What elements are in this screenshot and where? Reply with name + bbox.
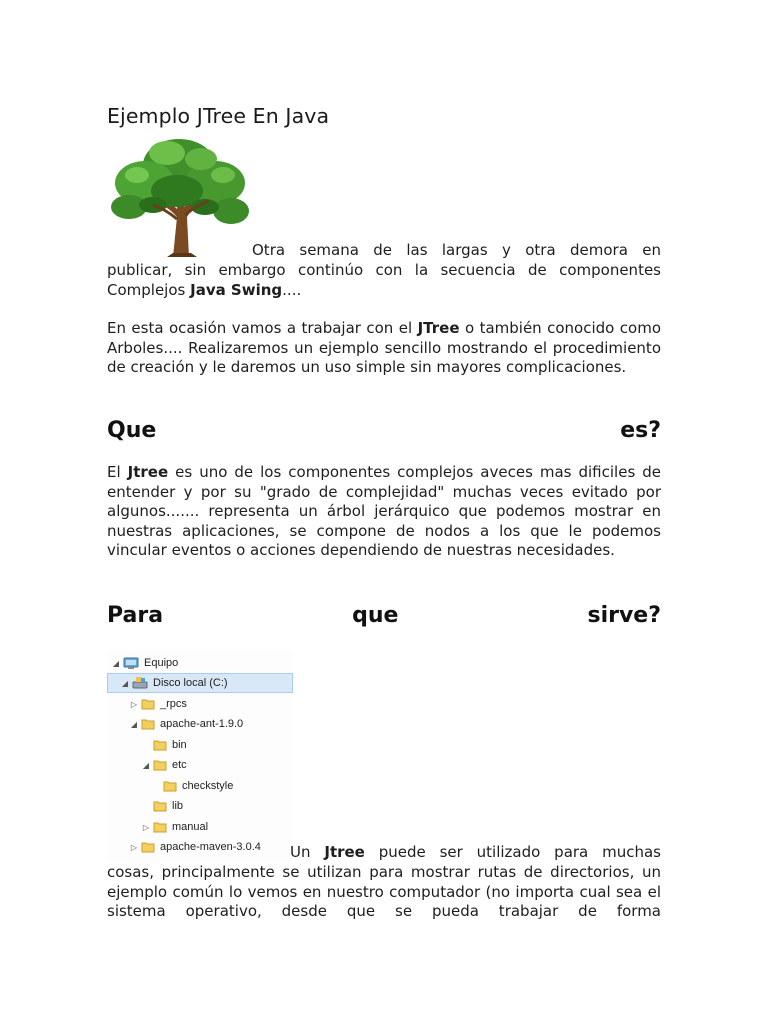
collapsed-arrow-icon: ▷ <box>142 822 150 832</box>
tree-node-equipo <box>111 653 178 673</box>
tree-node-etc <box>141 755 187 775</box>
intro-paragraph <box>107 261 661 300</box>
paragraph-para-que-sirve: cosas, principalmente se utilizan para mostrar rutas de directorios, un ejemplo común lo vemos en nuestro computador (no importa cual sea el sistema operativo, desde que se pueda trabajar de forma <box>107 863 661 921</box>
heading-word: Para <box>107 603 164 628</box>
intro-line-3 <box>107 281 661 301</box>
tree-node-label: bin <box>172 739 187 751</box>
folder-icon <box>153 820 167 834</box>
paragraph-jtree-intro <box>107 319 661 378</box>
paragraph-que-es <box>107 463 661 561</box>
tree-node-rpcs <box>129 694 187 714</box>
tree-node-label: Equipo <box>144 657 179 669</box>
tree-node-bin <box>141 735 187 755</box>
tree-node-manual <box>141 817 208 837</box>
tree-node-label: apache-maven-3.0.4 <box>160 841 261 853</box>
expand-arrow-icon: ◢ <box>130 719 138 729</box>
jtree-term: Jtree <box>127 463 169 481</box>
drive-icon <box>132 676 148 690</box>
tree-node-checkstyle <box>151 776 233 796</box>
collapsed-arrow-icon: ▷ <box>130 699 138 709</box>
tree-node-label: etc <box>172 759 187 771</box>
intro-line-2: publicar, sin embargo continúo con la secuencia de componentes <box>107 261 661 279</box>
folder-icon <box>141 697 155 711</box>
intro-line-3-post: .... <box>282 280 302 299</box>
folder-icon <box>163 779 177 793</box>
heading-word: que <box>352 603 399 628</box>
jtree-term: Jtree <box>324 843 365 861</box>
tree-node-label: checkstyle <box>182 780 234 792</box>
tree-node-disco-local <box>107 673 293 693</box>
heading-word: sirve? <box>587 603 661 628</box>
jtree-term: JTree <box>417 319 460 337</box>
tree-node-label: lib <box>172 800 184 812</box>
folder-icon <box>141 717 155 731</box>
expand-arrow-icon: ◢ <box>121 678 129 688</box>
expand-arrow-icon: ◢ <box>112 658 120 668</box>
folder-icon <box>141 840 155 854</box>
document-title: Ejemplo JTree En Java <box>107 104 330 128</box>
para2-pre: En esta ocasión vamos a trabajar con el <box>107 319 418 337</box>
tree-node-label: manual <box>172 821 209 833</box>
para3-post: es uno de los componentes complejos aveces mas dificiles de entender y por su "grado de complejidad" muchas veces evitado por algunos....... representa un árbol jerárquico que podemos mostrar en nuestras aplicaciones, se compone de nodos a los que le podemos vincular eventos o acciones dependiendo de nuestras necesidades. <box>107 463 662 560</box>
para2-post: o también conocido como Arboles.... Realizaremos un ejemplo sencillo mostrando el procedimiento de creación y le daremos un uso simple sin mayores complicaciones. <box>107 319 662 377</box>
intro-line-3-pre: Complejos <box>107 280 191 299</box>
folder-icon <box>153 738 167 752</box>
tree-node-apache-ant <box>129 714 243 734</box>
para4-pre: Un <box>290 843 325 861</box>
computer-icon <box>123 656 139 670</box>
heading-que-es <box>107 418 661 443</box>
expand-arrow-icon: ◢ <box>142 760 150 770</box>
heading-para-que-sirve <box>107 603 661 628</box>
tree-node-label: _rpcs <box>160 698 187 710</box>
folder-icon <box>153 799 167 813</box>
para4-first-line <box>290 843 661 863</box>
folder-icon <box>153 758 167 772</box>
para3-pre: El <box>107 463 128 481</box>
heading-word: Que <box>107 418 157 443</box>
tree-node-label: apache-ant-1.9.0 <box>160 718 244 730</box>
heading-word: es? <box>620 418 661 443</box>
java-swing-term: Java Swing <box>190 280 283 299</box>
file-explorer-screenshot <box>107 650 293 862</box>
collapsed-arrow-icon: ▷ <box>130 842 138 852</box>
para4-post: puede ser utilizado para muchas <box>364 843 661 861</box>
tree-image <box>107 131 251 259</box>
intro-line-1: Otra semana de las largas y otra demora en <box>252 241 661 259</box>
tree-node-label: Disco local (C:) <box>153 677 228 689</box>
tree-node-apache-maven <box>129 837 261 857</box>
tree-node-lib <box>141 796 183 816</box>
